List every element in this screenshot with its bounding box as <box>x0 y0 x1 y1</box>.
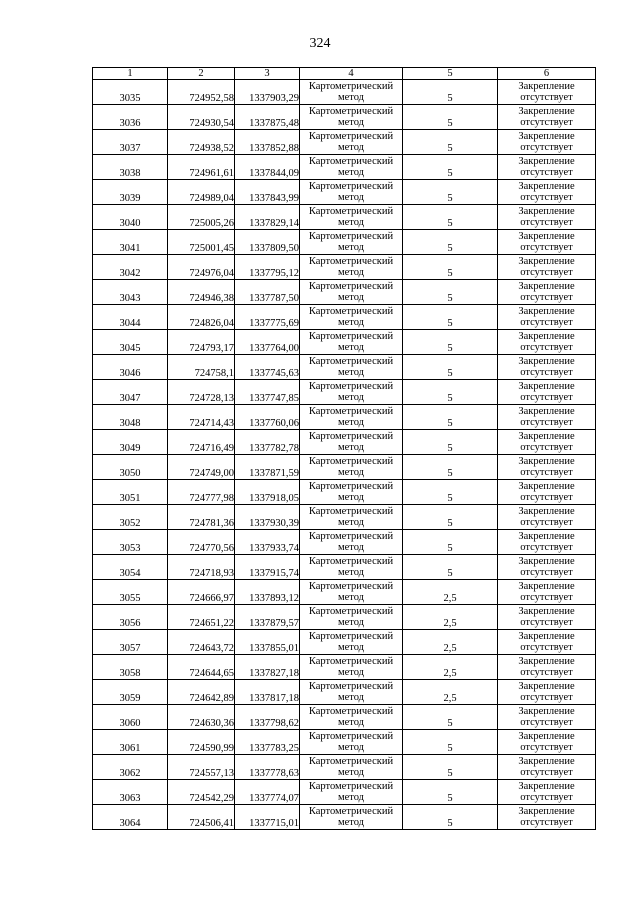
y-coordinate-cell: 1337855,01 <box>235 630 300 655</box>
table-row <box>93 805 596 830</box>
y-coordinate-cell: 1337782,78 <box>235 430 300 455</box>
table-header-row <box>93 68 596 80</box>
point-number-cell: 3064 <box>93 805 168 830</box>
method-cell: Картометрический метод <box>300 755 403 780</box>
table-row <box>93 480 596 505</box>
fixing-cell: Закрепление отсутствует <box>498 405 596 430</box>
accuracy-cell: 2,5 <box>403 580 498 605</box>
x-coordinate-cell: 724718,93 <box>168 555 235 580</box>
fixing-cell: Закрепление отсутствует <box>498 455 596 480</box>
accuracy-cell: 5 <box>403 530 498 555</box>
method-cell: Картометрический метод <box>300 155 403 180</box>
y-coordinate-cell: 1337844,09 <box>235 155 300 180</box>
x-coordinate-cell: 724666,97 <box>168 580 235 605</box>
x-coordinate-cell: 724770,56 <box>168 530 235 555</box>
method-cell: Картометрический метод <box>300 505 403 530</box>
y-coordinate-cell: 1337778,63 <box>235 755 300 780</box>
point-number-cell: 3036 <box>93 105 168 130</box>
y-coordinate-cell: 1337787,50 <box>235 280 300 305</box>
table-row <box>93 105 596 130</box>
y-coordinate-cell: 1337774,07 <box>235 780 300 805</box>
accuracy-cell: 5 <box>403 380 498 405</box>
x-coordinate-cell: 724642,89 <box>168 680 235 705</box>
y-coordinate-cell: 1337918,05 <box>235 480 300 505</box>
method-cell: Картометрический метод <box>300 355 403 380</box>
fixing-cell: Закрепление отсутствует <box>498 605 596 630</box>
method-cell: Картометрический метод <box>300 630 403 655</box>
table-row <box>93 655 596 680</box>
fixing-cell: Закрепление отсутствует <box>498 480 596 505</box>
point-number-cell: 3043 <box>93 280 168 305</box>
fixing-cell: Закрепление отсутствует <box>498 555 596 580</box>
y-coordinate-cell: 1337715,01 <box>235 805 300 830</box>
x-coordinate-cell: 724938,52 <box>168 130 235 155</box>
y-coordinate-cell: 1337915,74 <box>235 555 300 580</box>
y-coordinate-cell: 1337795,12 <box>235 255 300 280</box>
page-number: 324 <box>309 36 331 51</box>
point-number-cell: 3050 <box>93 455 168 480</box>
point-number-cell: 3049 <box>93 430 168 455</box>
column-header: 5 <box>403 68 498 80</box>
method-cell: Картометрический метод <box>300 180 403 205</box>
y-coordinate-cell: 1337747,85 <box>235 380 300 405</box>
column-header: 4 <box>300 68 403 80</box>
y-coordinate-cell: 1337829,14 <box>235 205 300 230</box>
fixing-cell: Закрепление отсутствует <box>498 805 596 830</box>
point-number-cell: 3056 <box>93 605 168 630</box>
method-cell: Картометрический метод <box>300 105 403 130</box>
y-coordinate-cell: 1337775,69 <box>235 305 300 330</box>
accuracy-cell: 5 <box>403 555 498 580</box>
y-coordinate-cell: 1337817,18 <box>235 680 300 705</box>
table-row <box>93 205 596 230</box>
x-coordinate-cell: 724542,29 <box>168 780 235 805</box>
fixing-cell: Закрепление отсутствует <box>498 80 596 105</box>
y-coordinate-cell: 1337843,99 <box>235 180 300 205</box>
y-coordinate-cell: 1337893,12 <box>235 580 300 605</box>
fixing-cell: Закрепление отсутствует <box>498 630 596 655</box>
method-cell: Картометрический метод <box>300 330 403 355</box>
point-number-cell: 3055 <box>93 580 168 605</box>
accuracy-cell: 5 <box>403 480 498 505</box>
fixing-cell: Закрепление отсутствует <box>498 105 596 130</box>
table-row <box>93 630 596 655</box>
column-header: 2 <box>168 68 235 80</box>
coordinates-table <box>92 67 596 830</box>
table-row <box>93 255 596 280</box>
fixing-cell: Закрепление отсутствует <box>498 305 596 330</box>
y-coordinate-cell: 1337764,00 <box>235 330 300 355</box>
accuracy-cell: 5 <box>403 330 498 355</box>
fixing-cell: Закрепление отсутствует <box>498 155 596 180</box>
point-number-cell: 3060 <box>93 705 168 730</box>
table-body <box>93 80 596 830</box>
column-header: 6 <box>498 68 596 80</box>
x-coordinate-cell: 724961,61 <box>168 155 235 180</box>
x-coordinate-cell: 724590,99 <box>168 730 235 755</box>
accuracy-cell: 5 <box>403 155 498 180</box>
point-number-cell: 3042 <box>93 255 168 280</box>
method-cell: Картометрический метод <box>300 280 403 305</box>
method-cell: Картометрический метод <box>300 605 403 630</box>
fixing-cell: Закрепление отсутствует <box>498 205 596 230</box>
x-coordinate-cell: 724777,98 <box>168 480 235 505</box>
accuracy-cell: 5 <box>403 755 498 780</box>
method-cell: Картометрический метод <box>300 655 403 680</box>
accuracy-cell: 5 <box>403 280 498 305</box>
x-coordinate-cell: 724793,17 <box>168 330 235 355</box>
method-cell: Картометрический метод <box>300 380 403 405</box>
column-header: 3 <box>235 68 300 80</box>
table-row <box>93 705 596 730</box>
y-coordinate-cell: 1337930,39 <box>235 505 300 530</box>
accuracy-cell: 5 <box>403 180 498 205</box>
method-cell: Картометрический метод <box>300 780 403 805</box>
accuracy-cell: 5 <box>403 130 498 155</box>
y-coordinate-cell: 1337903,29 <box>235 80 300 105</box>
table-row <box>93 780 596 805</box>
column-header: 1 <box>93 68 168 80</box>
accuracy-cell: 5 <box>403 305 498 330</box>
table-row <box>93 280 596 305</box>
y-coordinate-cell: 1337879,57 <box>235 605 300 630</box>
method-cell: Картометрический метод <box>300 305 403 330</box>
x-coordinate-cell: 724643,72 <box>168 630 235 655</box>
method-cell: Картометрический метод <box>300 80 403 105</box>
method-cell: Картометрический метод <box>300 730 403 755</box>
table-row <box>93 580 596 605</box>
x-coordinate-cell: 724714,43 <box>168 405 235 430</box>
method-cell: Картометрический метод <box>300 255 403 280</box>
x-coordinate-cell: 724946,38 <box>168 280 235 305</box>
accuracy-cell: 5 <box>403 455 498 480</box>
point-number-cell: 3046 <box>93 355 168 380</box>
accuracy-cell: 2,5 <box>403 630 498 655</box>
accuracy-cell: 2,5 <box>403 680 498 705</box>
fixing-cell: Закрепление отсутствует <box>498 280 596 305</box>
fixing-cell: Закрепление отсутствует <box>498 330 596 355</box>
table-row <box>93 455 596 480</box>
table-row <box>93 305 596 330</box>
point-number-cell: 3047 <box>93 380 168 405</box>
method-cell: Картометрический метод <box>300 705 403 730</box>
accuracy-cell: 2,5 <box>403 605 498 630</box>
fixing-cell: Закрепление отсутствует <box>498 355 596 380</box>
x-coordinate-cell: 724758,1 <box>168 355 235 380</box>
accuracy-cell: 5 <box>403 430 498 455</box>
fixing-cell: Закрепление отсутствует <box>498 680 596 705</box>
accuracy-cell: 5 <box>403 405 498 430</box>
point-number-cell: 3053 <box>93 530 168 555</box>
x-coordinate-cell: 724749,00 <box>168 455 235 480</box>
accuracy-cell: 5 <box>403 780 498 805</box>
point-number-cell: 3038 <box>93 155 168 180</box>
method-cell: Картометрический метод <box>300 130 403 155</box>
table-row <box>93 555 596 580</box>
fixing-cell: Закрепление отсутствует <box>498 705 596 730</box>
accuracy-cell: 5 <box>403 80 498 105</box>
point-number-cell: 3054 <box>93 555 168 580</box>
x-coordinate-cell: 724651,22 <box>168 605 235 630</box>
x-coordinate-cell: 725005,26 <box>168 205 235 230</box>
x-coordinate-cell: 724826,04 <box>168 305 235 330</box>
method-cell: Картометрический метод <box>300 405 403 430</box>
method-cell: Картометрический метод <box>300 530 403 555</box>
point-number-cell: 3044 <box>93 305 168 330</box>
table-row <box>93 605 596 630</box>
method-cell: Картометрический метод <box>300 555 403 580</box>
accuracy-cell: 5 <box>403 505 498 530</box>
accuracy-cell: 5 <box>403 205 498 230</box>
x-coordinate-cell: 724930,54 <box>168 105 235 130</box>
accuracy-cell: 5 <box>403 730 498 755</box>
y-coordinate-cell: 1337852,88 <box>235 130 300 155</box>
point-number-cell: 3052 <box>93 505 168 530</box>
y-coordinate-cell: 1337875,48 <box>235 105 300 130</box>
fixing-cell: Закрепление отсутствует <box>498 230 596 255</box>
accuracy-cell: 5 <box>403 805 498 830</box>
point-number-cell: 3040 <box>93 205 168 230</box>
table-row <box>93 180 596 205</box>
method-cell: Картометрический метод <box>300 455 403 480</box>
accuracy-cell: 5 <box>403 255 498 280</box>
table-row <box>93 80 596 105</box>
point-number-cell: 3061 <box>93 730 168 755</box>
table-row <box>93 530 596 555</box>
fixing-cell: Закрепление отсутствует <box>498 130 596 155</box>
fixing-cell: Закрепление отсутствует <box>498 730 596 755</box>
point-number-cell: 3059 <box>93 680 168 705</box>
x-coordinate-cell: 724557,13 <box>168 755 235 780</box>
method-cell: Картометрический метод <box>300 205 403 230</box>
x-coordinate-cell: 724716,49 <box>168 430 235 455</box>
method-cell: Картометрический метод <box>300 430 403 455</box>
fixing-cell: Закрепление отсутствует <box>498 255 596 280</box>
method-cell: Картометрический метод <box>300 805 403 830</box>
table-row <box>93 130 596 155</box>
fixing-cell: Закрепление отсутствует <box>498 430 596 455</box>
x-coordinate-cell: 724630,36 <box>168 705 235 730</box>
point-number-cell: 3051 <box>93 480 168 505</box>
accuracy-cell: 5 <box>403 705 498 730</box>
accuracy-cell: 5 <box>403 105 498 130</box>
fixing-cell: Закрепление отсутствует <box>498 780 596 805</box>
x-coordinate-cell: 724952,58 <box>168 80 235 105</box>
fixing-cell: Закрепление отсутствует <box>498 580 596 605</box>
fixing-cell: Закрепление отсутствует <box>498 380 596 405</box>
method-cell: Картометрический метод <box>300 230 403 255</box>
point-number-cell: 3041 <box>93 230 168 255</box>
fixing-cell: Закрепление отсутствует <box>498 530 596 555</box>
x-coordinate-cell: 724644,65 <box>168 655 235 680</box>
y-coordinate-cell: 1337783,25 <box>235 730 300 755</box>
table-row <box>93 330 596 355</box>
point-number-cell: 3057 <box>93 630 168 655</box>
fixing-cell: Закрепление отсутствует <box>498 755 596 780</box>
y-coordinate-cell: 1337871,59 <box>235 455 300 480</box>
fixing-cell: Закрепление отсутствует <box>498 180 596 205</box>
y-coordinate-cell: 1337745,63 <box>235 355 300 380</box>
x-coordinate-cell: 725001,45 <box>168 230 235 255</box>
point-number-cell: 3063 <box>93 780 168 805</box>
fixing-cell: Закрепление отсутствует <box>498 505 596 530</box>
table-row <box>93 430 596 455</box>
point-number-cell: 3062 <box>93 755 168 780</box>
table-row <box>93 505 596 530</box>
table-row <box>93 155 596 180</box>
table-row <box>93 755 596 780</box>
point-number-cell: 3037 <box>93 130 168 155</box>
table-row <box>93 730 596 755</box>
y-coordinate-cell: 1337798,62 <box>235 705 300 730</box>
y-coordinate-cell: 1337809,50 <box>235 230 300 255</box>
y-coordinate-cell: 1337827,18 <box>235 655 300 680</box>
table-row <box>93 405 596 430</box>
method-cell: Картометрический метод <box>300 580 403 605</box>
table-row <box>93 680 596 705</box>
x-coordinate-cell: 724506,41 <box>168 805 235 830</box>
y-coordinate-cell: 1337760,06 <box>235 405 300 430</box>
point-number-cell: 3058 <box>93 655 168 680</box>
y-coordinate-cell: 1337933,74 <box>235 530 300 555</box>
x-coordinate-cell: 724976,04 <box>168 255 235 280</box>
accuracy-cell: 2,5 <box>403 655 498 680</box>
x-coordinate-cell: 724989,04 <box>168 180 235 205</box>
table-row <box>93 355 596 380</box>
method-cell: Картометрический метод <box>300 680 403 705</box>
point-number-cell: 3048 <box>93 405 168 430</box>
method-cell: Картометрический метод <box>300 480 403 505</box>
x-coordinate-cell: 724781,36 <box>168 505 235 530</box>
table-row <box>93 380 596 405</box>
accuracy-cell: 5 <box>403 355 498 380</box>
table-row <box>93 230 596 255</box>
point-number-cell: 3035 <box>93 80 168 105</box>
fixing-cell: Закрепление отсутствует <box>498 655 596 680</box>
accuracy-cell: 5 <box>403 230 498 255</box>
point-number-cell: 3045 <box>93 330 168 355</box>
x-coordinate-cell: 724728,13 <box>168 380 235 405</box>
point-number-cell: 3039 <box>93 180 168 205</box>
